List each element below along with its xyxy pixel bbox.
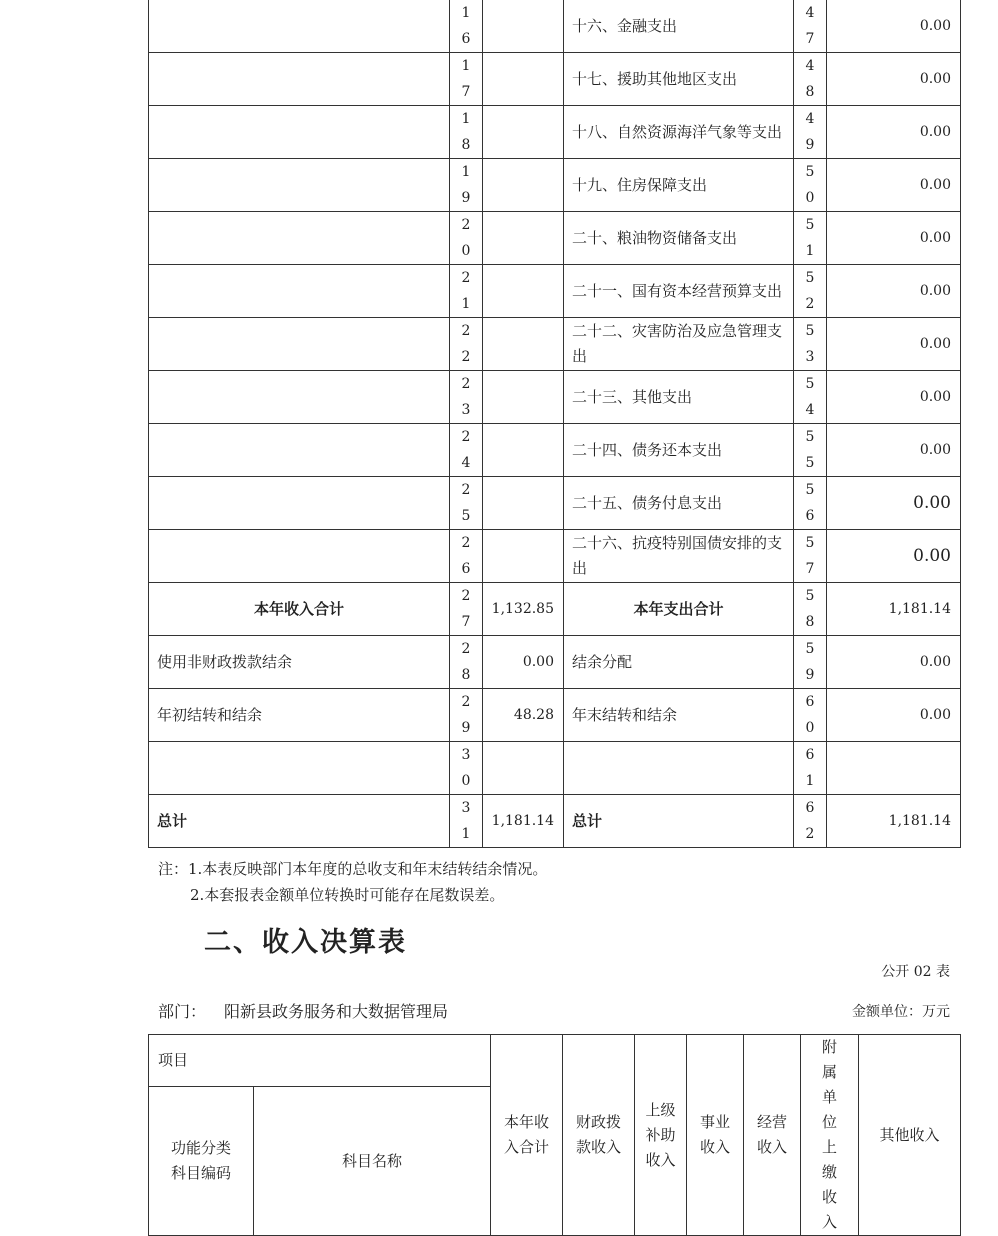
income-header-item: 项目 (149, 1035, 491, 1087)
summary-right-row-number-digit: 4 (805, 5, 815, 21)
summary-table (148, 0, 961, 848)
income-header-code: 功能分类科目编码 (149, 1087, 254, 1236)
summary-right-row-number-digit: 5 (805, 535, 815, 551)
summary-left-row-number-digit: 2 (461, 641, 471, 657)
summary-right-label: 二十二、灾害防治及应急管理支出 (564, 318, 794, 371)
summary-left-row-number-digit: 2 (461, 429, 471, 445)
summary-left-value (483, 318, 564, 371)
income-header-subsidy: 上级补助收入 (635, 1035, 687, 1236)
summary-left-label (149, 477, 450, 530)
summary-right-label: 十九、住房保障支出 (564, 159, 794, 212)
summary-left-row-number-digit: 1 (461, 58, 471, 74)
unit-label: 金额单位：万元 (852, 1004, 950, 1020)
summary-left-row-number-digit: 2 (461, 217, 471, 233)
summary-row (149, 636, 961, 689)
summary-left-row-number (450, 636, 483, 689)
summary-row (149, 371, 961, 424)
summary-left-value (483, 265, 564, 318)
summary-left-value: 48.28 (483, 689, 564, 742)
summary-right-label: 总计 (564, 795, 794, 848)
summary-right-value: 0.00 (827, 689, 961, 742)
summary-right-label: 二十三、其他支出 (564, 371, 794, 424)
summary-left-value: 0.00 (483, 636, 564, 689)
summary-left-row-number-digit: 1 (461, 164, 471, 180)
summary-right-value: 0.00 (827, 159, 961, 212)
income-header-business: 事业收入 (687, 1035, 744, 1236)
summary-row (149, 689, 961, 742)
summary-left-row-number-digit: 2 (461, 482, 471, 498)
summary-right-value (827, 742, 961, 795)
summary-right-value: 0.00 (827, 265, 961, 318)
summary-left-row-number-digit: 2 (461, 270, 471, 286)
summary-right-row-number (794, 477, 827, 530)
summary-left-row-number-digit: 6 (461, 31, 471, 47)
summary-left-row-number-digit: 7 (461, 84, 471, 100)
summary-left-row-number (450, 265, 483, 318)
summary-left-row-number-digit: 1 (461, 111, 471, 127)
summary-right-row-number-digit: 5 (805, 217, 815, 233)
summary-left-row-number-digit: 3 (461, 402, 471, 418)
summary-left-value (483, 742, 564, 795)
summary-right-row-number-digit: 5 (805, 270, 815, 286)
summary-row (149, 318, 961, 371)
summary-right-row-number-digit: 2 (805, 296, 815, 312)
summary-right-row-number-digit: 6 (805, 800, 815, 816)
summary-right-row-number (794, 106, 827, 159)
summary-right-value: 0.00 (827, 106, 961, 159)
summary-left-value (483, 159, 564, 212)
summary-left-row-number-digit: 3 (461, 800, 471, 816)
summary-right-row-number (794, 795, 827, 848)
summary-left-value (483, 530, 564, 583)
summary-right-row-number-digit: 5 (805, 482, 815, 498)
summary-right-row-number (794, 212, 827, 265)
summary-row (149, 159, 961, 212)
summary-right-row-number-digit: 5 (805, 164, 815, 180)
summary-right-row-number-digit: 4 (805, 402, 815, 418)
summary-left-row-number (450, 159, 483, 212)
summary-row (149, 212, 961, 265)
summary-left-row-number (450, 318, 483, 371)
summary-left-row-number-digit: 1 (461, 296, 471, 312)
summary-left-value (483, 106, 564, 159)
summary-left-row-number (450, 106, 483, 159)
department-label: 部门： (158, 1002, 207, 1021)
summary-right-row-number (794, 318, 827, 371)
summary-right-label: 十六、金融支出 (564, 0, 794, 53)
summary-right-row-number-digit: 4 (805, 111, 815, 127)
summary-left-row-number (450, 689, 483, 742)
summary-left-label (149, 530, 450, 583)
summary-row (149, 583, 961, 636)
summary-right-label: 十七、援助其他地区支出 (564, 53, 794, 106)
summary-left-row-number-digit: 0 (461, 243, 471, 259)
summary-right-value: 0.00 (827, 636, 961, 689)
note-line-2: 2.本套报表金额单位转换时可能存在尾数误差。 (190, 886, 505, 904)
summary-right-row-number-digit: 9 (805, 667, 815, 683)
summary-right-row-number-digit: 6 (805, 694, 815, 710)
summary-left-label (149, 53, 450, 106)
summary-left-row-number (450, 530, 483, 583)
summary-left-row-number (450, 795, 483, 848)
summary-left-value: 1,132.85 (483, 583, 564, 636)
summary-left-row-number-digit: 6 (461, 561, 471, 577)
note-line-1: 注：1.本表反映部门本年度的总收支和年末结转结余情况。 (158, 860, 548, 878)
summary-left-row-number (450, 371, 483, 424)
summary-right-value: 0.00 (827, 318, 961, 371)
summary-left-row-number-digit: 7 (461, 614, 471, 630)
summary-right-row-number-digit: 8 (805, 84, 815, 100)
income-header-fiscal: 财政拨款收入 (563, 1035, 635, 1236)
summary-right-row-number-digit: 1 (805, 243, 815, 259)
summary-right-label: 本年支出合计 (564, 583, 794, 636)
summary-right-label: 二十四、债务还本支出 (564, 424, 794, 477)
summary-row (149, 265, 961, 318)
summary-row (149, 530, 961, 583)
summary-right-row-number-digit: 5 (805, 323, 815, 339)
summary-left-row-number (450, 424, 483, 477)
summary-right-value: 0.00 (827, 371, 961, 424)
summary-left-label (149, 212, 450, 265)
summary-left-row-number-digit: 8 (461, 137, 471, 153)
summary-row (149, 795, 961, 848)
summary-left-value (483, 371, 564, 424)
summary-right-row-number-digit: 3 (805, 349, 815, 365)
summary-right-row-number (794, 424, 827, 477)
summary-left-value (483, 53, 564, 106)
summary-right-value: 0.00 (827, 424, 961, 477)
summary-left-row-number-digit: 2 (461, 535, 471, 551)
summary-left-label: 年初结转和结余 (149, 689, 450, 742)
summary-left-label (149, 159, 450, 212)
summary-left-value (483, 477, 564, 530)
summary-right-value: 0.00 (827, 53, 961, 106)
summary-left-row-number-digit: 8 (461, 667, 471, 683)
summary-row (149, 106, 961, 159)
summary-right-label: 二十一、国有资本经营预算支出 (564, 265, 794, 318)
summary-left-label (149, 424, 450, 477)
summary-right-row-number-digit: 9 (805, 137, 815, 153)
summary-right-row-number (794, 265, 827, 318)
summary-row (149, 424, 961, 477)
summary-left-label: 总计 (149, 795, 450, 848)
summary-row (149, 477, 961, 530)
summary-left-value (483, 212, 564, 265)
summary-right-row-number-digit: 5 (805, 429, 815, 445)
income-header-other: 其他收入 (859, 1035, 961, 1236)
summary-left-value: 1,181.14 (483, 795, 564, 848)
summary-right-label: 结余分配 (564, 636, 794, 689)
summary-right-row-number (794, 53, 827, 106)
summary-right-row-number-digit: 8 (805, 614, 815, 630)
income-header-name: 科目名称 (254, 1087, 491, 1236)
summary-right-row-number (794, 530, 827, 583)
summary-left-row-number-digit: 5 (461, 508, 471, 524)
summary-left-label (149, 106, 450, 159)
summary-left-row-number-digit: 2 (461, 376, 471, 392)
summary-left-label (149, 0, 450, 53)
summary-left-row-number-digit: 2 (461, 349, 471, 365)
summary-right-row-number (794, 742, 827, 795)
summary-left-label (149, 742, 450, 795)
summary-left-row-number (450, 53, 483, 106)
summary-right-row-number-digit: 6 (805, 747, 815, 763)
summary-left-row-number-digit: 0 (461, 773, 471, 789)
summary-left-label: 使用非财政拨款结余 (149, 636, 450, 689)
summary-right-label: 十八、自然资源海洋气象等支出 (564, 106, 794, 159)
summary-left-row-number-digit: 2 (461, 694, 471, 710)
income-header-total: 本年收入合计 (491, 1035, 563, 1236)
summary-left-row-number (450, 742, 483, 795)
department-name: 阳新县政务服务和大数据管理局 (224, 1002, 449, 1021)
summary-left-row-number (450, 583, 483, 636)
summary-left-row-number-digit: 1 (461, 826, 471, 842)
summary-right-row-number-digit: 0 (805, 190, 815, 206)
summary-right-label: 二十六、抗疫特别国债安排的支出 (564, 530, 794, 583)
summary-table-body (149, 0, 961, 848)
summary-right-row-number-digit: 7 (805, 31, 815, 47)
income-header-affiliated: 附属单位上缴收入 (801, 1035, 859, 1236)
summary-row (149, 53, 961, 106)
summary-left-value (483, 0, 564, 53)
summary-right-label: 年末结转和结余 (564, 689, 794, 742)
section-title: 二、收入决算表 (204, 927, 407, 958)
table-code: 公开 02 表 (881, 964, 950, 980)
summary-right-label: 二十五、债务付息支出 (564, 477, 794, 530)
summary-left-row-number (450, 477, 483, 530)
summary-right-row-number-digit: 2 (805, 826, 815, 842)
summary-right-value: 1,181.14 (827, 795, 961, 848)
summary-left-row-number-digit: 4 (461, 455, 471, 471)
summary-right-row-number-digit: 0 (805, 720, 815, 736)
summary-right-label (564, 742, 794, 795)
summary-right-row-number (794, 371, 827, 424)
summary-right-row-number (794, 0, 827, 53)
summary-right-value: 0.00 (827, 212, 961, 265)
summary-left-row-number-digit: 2 (461, 323, 471, 339)
summary-left-row-number (450, 0, 483, 53)
summary-left-row-number-digit: 9 (461, 720, 471, 736)
summary-left-row-number-digit: 1 (461, 5, 471, 21)
summary-right-row-number-digit: 4 (805, 58, 815, 74)
summary-left-label (149, 318, 450, 371)
summary-right-row-number-digit: 1 (805, 773, 815, 789)
summary-right-value: 0.00 (827, 477, 961, 530)
summary-left-row-number-digit: 9 (461, 190, 471, 206)
summary-right-row-number-digit: 5 (805, 376, 815, 392)
summary-left-row-number (450, 212, 483, 265)
summary-left-label (149, 265, 450, 318)
summary-right-row-number-digit: 5 (805, 588, 815, 604)
summary-right-row-number (794, 159, 827, 212)
summary-left-row-number-digit: 3 (461, 747, 471, 763)
summary-right-row-number (794, 583, 827, 636)
summary-right-row-number (794, 636, 827, 689)
income-header-operating: 经营收入 (744, 1035, 801, 1236)
summary-left-value (483, 424, 564, 477)
income-table (148, 1034, 961, 1236)
summary-left-label: 本年收入合计 (149, 583, 450, 636)
summary-right-row-number-digit: 7 (805, 561, 815, 577)
summary-right-value: 0.00 (827, 530, 961, 583)
summary-row (149, 0, 961, 53)
summary-left-label (149, 371, 450, 424)
summary-right-value: 0.00 (827, 0, 961, 53)
summary-right-row-number-digit: 6 (805, 508, 815, 524)
summary-right-row-number-digit: 5 (805, 641, 815, 657)
summary-row (149, 742, 961, 795)
summary-right-row-number-digit: 5 (805, 455, 815, 471)
summary-left-row-number-digit: 2 (461, 588, 471, 604)
summary-right-row-number (794, 689, 827, 742)
summary-right-label: 二十、粮油物资储备支出 (564, 212, 794, 265)
summary-right-value: 1,181.14 (827, 583, 961, 636)
